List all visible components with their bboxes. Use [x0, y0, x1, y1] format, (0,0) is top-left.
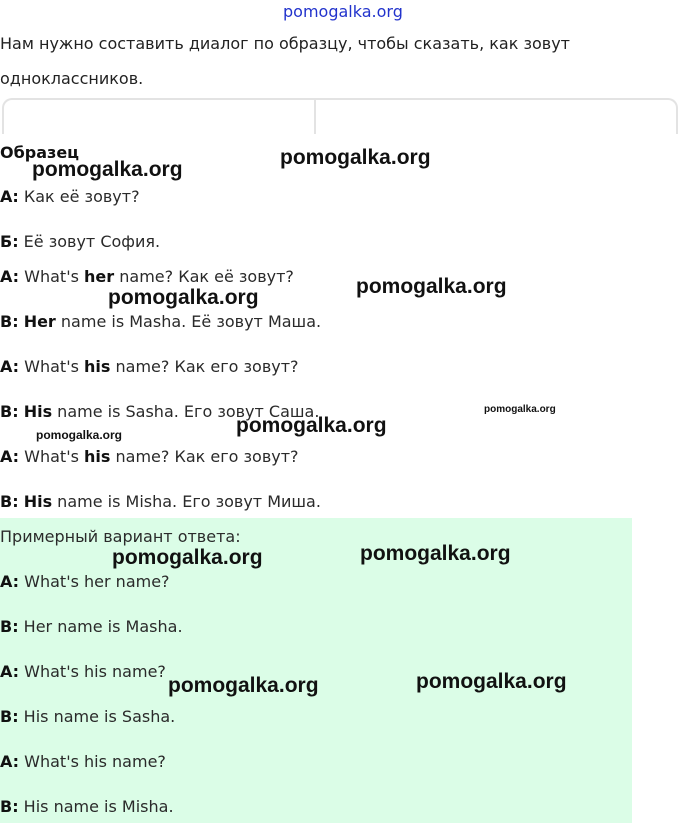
- speaker-label: B:: [0, 312, 19, 331]
- sample-line: B: His name is Sasha. Его зовут Саша.: [0, 402, 320, 421]
- watermark: pomogalka.org: [280, 146, 431, 169]
- intro-line-1: Нам нужно составить диалог по образцу, чтобы сказать, как зовут: [0, 34, 570, 53]
- speaker-label: A:: [0, 752, 20, 771]
- watermark: pomogalka.org: [484, 404, 556, 415]
- sample-line: A: What's his name? Как его зовут?: [0, 357, 299, 376]
- watermark: pomogalka.org: [168, 674, 319, 697]
- watermark: pomogalka.org: [32, 158, 183, 181]
- intro-line-2: одноклассников.: [0, 69, 144, 88]
- tabs-frame: [2, 98, 678, 134]
- watermark: pomogalka.org: [236, 414, 387, 437]
- answer-line: B: His name is Misha.: [0, 797, 174, 816]
- watermark: pomogalka.org: [283, 2, 403, 21]
- answer-line: A: What's his name?: [0, 752, 166, 771]
- speaker-label: A:: [0, 662, 20, 681]
- sample-line: Б: Её зовут София.: [0, 232, 161, 251]
- watermark: pomogalka.org: [112, 546, 263, 569]
- answer-line: A: What's his name?: [0, 662, 166, 681]
- speaker-label: B:: [0, 797, 19, 816]
- speaker-label: A:: [0, 572, 20, 591]
- watermark: pomogalka.org: [36, 428, 123, 442]
- watermark: pomogalka.org: [356, 275, 507, 298]
- answer-line: B: His name is Sasha.: [0, 707, 176, 726]
- speaker-label: A:: [0, 357, 20, 376]
- sample-line: A: What's his name? Как его зовут?: [0, 447, 299, 466]
- sample-line: А: Как её зовут?: [0, 187, 140, 206]
- speaker-label: А:: [0, 187, 19, 206]
- speaker-label: Б:: [0, 232, 19, 251]
- sample-line: B: Her name is Masha. Её зовут Маша.: [0, 312, 322, 331]
- speaker-label: B:: [0, 707, 19, 726]
- speaker-label: A:: [0, 447, 20, 466]
- sample-line: B: His name is Misha. Его зовут Миша.: [0, 492, 321, 511]
- answer-line: A: What's her name?: [0, 572, 170, 591]
- watermark: pomogalka.org: [416, 670, 567, 693]
- speaker-label: B:: [0, 492, 19, 511]
- speaker-label: A:: [0, 267, 20, 286]
- answer-line: B: Her name is Masha.: [0, 617, 183, 636]
- speaker-label: B:: [0, 402, 19, 421]
- answer-heading: Примерный вариант ответа:: [0, 527, 241, 546]
- speaker-label: B:: [0, 617, 19, 636]
- tabs-divider: [314, 100, 316, 134]
- watermark: pomogalka.org: [108, 286, 259, 309]
- sample-heading: Образец: [0, 143, 80, 162]
- sample-line: A: What's her name? Как её зовут?: [0, 267, 294, 286]
- watermark: pomogalka.org: [360, 542, 511, 565]
